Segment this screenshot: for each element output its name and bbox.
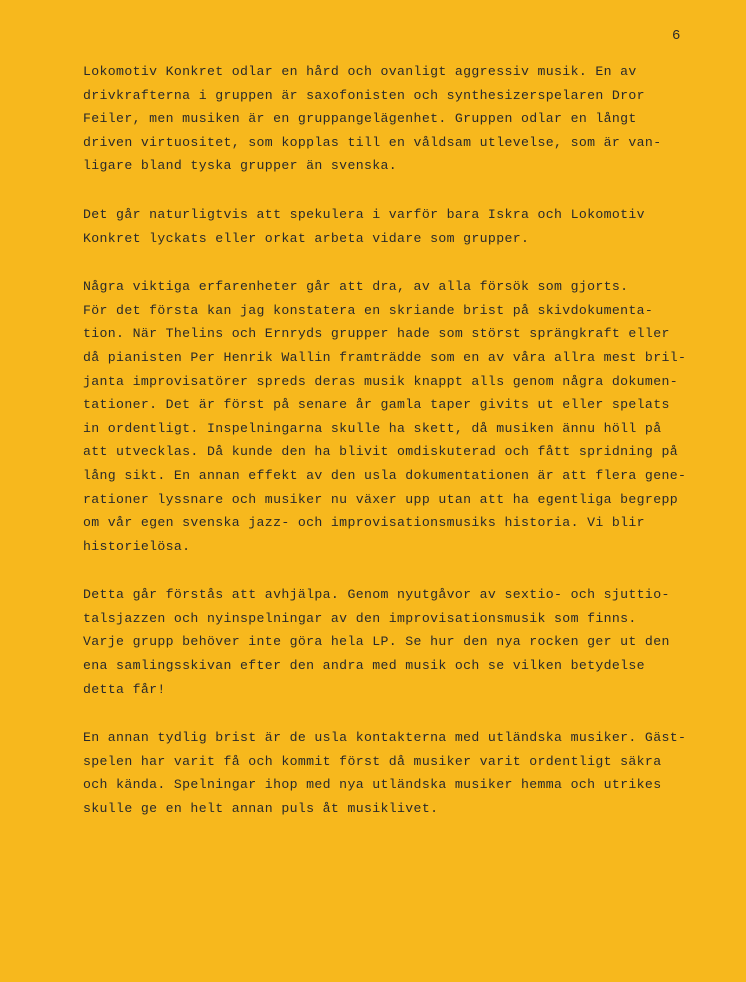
text-line: in ordentligt. Inspelningarna skulle ha skett, då musiken ännu höll på — [83, 420, 662, 436]
paragraph — [83, 726, 733, 820]
text-line: lång sikt. En annan effekt av den usla dokumentationen är att flera gene- — [83, 467, 687, 483]
text-line: talsjazzen och nyinspelningar av den improvisationsmusik som finns. — [83, 610, 637, 626]
text-line: då pianisten Per Henrik Wallin framträdde som en av våra allra mest bril- — [83, 349, 687, 365]
text-line: Varje grupp behöver inte göra hela LP. Se hur den nya rocken ger ut den — [83, 634, 670, 650]
text-line: janta improvisatörer spreds deras musik knappt alls genom några dokumen- — [83, 373, 678, 389]
text-line: skulle ge en helt annan puls åt musiklivet. — [83, 801, 439, 817]
paragraph — [83, 203, 733, 250]
text-line: ena samlingsskivan efter den andra med musik och se vilken betydelse — [83, 658, 645, 674]
text-line: tationer. Det är först på senare år gamla taper givits ut eller spelats — [83, 397, 670, 413]
text-line: Det går naturligtvis att spekulera i varför bara Iskra och Lokomotiv — [83, 206, 645, 222]
text-line: om vår egen svenska jazz- och improvisationsmusiks historia. Vi blir — [83, 515, 645, 531]
text-line: spelen har varit få och kommit först då musiker varit ordentligt säkra — [83, 753, 662, 769]
paragraph — [83, 60, 733, 178]
text-line: driven virtuositet, som kopplas till en våldsam utlevelse, som är van- — [83, 134, 662, 150]
text-line: ligare bland tyska grupper än svenska. — [83, 158, 398, 174]
text-line: En annan tydlig brist är de usla kontakterna med utländska musiker. Gäst- — [83, 730, 687, 746]
paragraph — [83, 275, 733, 558]
text-line: Detta går förstås att avhjälpa. Genom nyutgåvor av sextio- och sjuttio- — [83, 587, 670, 603]
text-line: historielösa. — [83, 538, 191, 554]
body-text — [83, 60, 733, 846]
text-line: och kända. Spelningar ihop med nya utländska musiker hemma och utrikes — [83, 777, 662, 793]
text-line: Konkret lyckats eller orkat arbeta vidare som grupper. — [83, 230, 530, 246]
text-line: detta får! — [83, 681, 166, 697]
text-line: att utvecklas. Då kunde den ha blivit omdiskuterad och fått spridning på — [83, 444, 678, 460]
text-line: drivkrafterna i gruppen är saxofonisten och synthesizerspelaren Dror — [83, 87, 645, 103]
text-line: rationer lyssnare och musiker nu växer upp utan att ha egentliga begrepp — [83, 491, 678, 507]
page-number: 6 — [672, 28, 681, 44]
text-line: tion. När Thelins och Ernryds grupper hade som störst sprängkraft eller — [83, 326, 670, 342]
text-line: Lokomotiv Konkret odlar en hård och ovanligt aggressiv musik. En av — [83, 64, 637, 79]
text-line: Feiler, men musiken är en gruppangelägenhet. Gruppen odlar en långt — [83, 111, 637, 127]
text-line: Några viktiga erfarenheter går att dra, av alla försök som gjorts. — [83, 279, 629, 295]
text-line: För det första kan jag konstatera en skriande brist på skivdokumenta- — [83, 302, 654, 318]
paragraph — [83, 583, 733, 701]
